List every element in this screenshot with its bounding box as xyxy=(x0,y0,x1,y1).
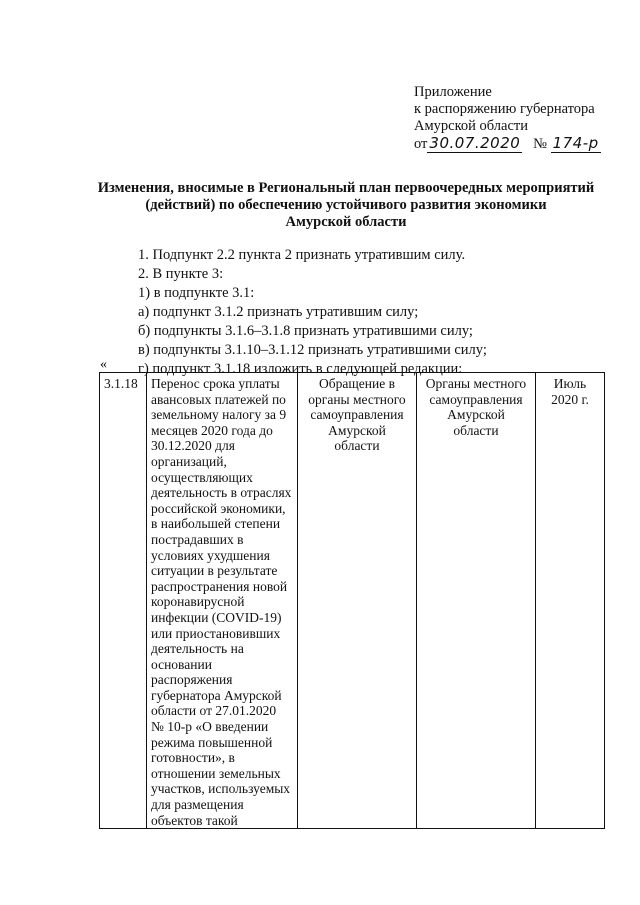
opening-quote: « xyxy=(100,357,107,372)
cell-line: № 10-р «О введении xyxy=(151,719,269,735)
cell-responsible xyxy=(417,373,536,829)
cell-line: Июль xyxy=(553,376,587,391)
cell-line: Органы местного xyxy=(425,376,527,391)
cell-line: самоуправления xyxy=(429,391,523,407)
amendment-list xyxy=(138,246,487,379)
list-item: б) подпункты 3.1.6–3.1.8 признать утратившими силу; xyxy=(138,323,473,339)
cell-line: режима повышенной xyxy=(151,734,273,750)
table-row xyxy=(100,373,605,829)
cell-line: организаций, xyxy=(151,453,227,469)
annex-line-1: Приложение xyxy=(414,84,492,100)
cell-line: земельному налогу за 9 xyxy=(151,407,287,423)
cell-line: области xyxy=(453,422,499,438)
plan-table xyxy=(99,372,605,829)
annex-date-value: 30.07.2020 xyxy=(429,134,521,152)
cell-line: условиях ухудшения xyxy=(151,547,270,563)
cell-line: для размещения xyxy=(151,797,244,813)
cell-line: деятельность в отраслях xyxy=(151,485,292,501)
cell-line: Обращение в xyxy=(319,376,395,391)
cell-line: распоряжения xyxy=(151,672,233,688)
cell-line: в наибольшей степени xyxy=(151,516,281,532)
cell-line: или приостановивших xyxy=(151,625,281,641)
cell-line: губернатора Амурской xyxy=(151,687,282,703)
annex-date-line xyxy=(414,135,601,153)
cell-line: деятельность на xyxy=(151,641,244,657)
cell-action xyxy=(298,373,417,829)
title-line-2: (действий) по обеспечению устойчивого развития экономики xyxy=(145,197,547,213)
cell-line: 2020 г. xyxy=(551,391,589,407)
cell-line: органы местного xyxy=(308,391,406,407)
cell-line: Перенос срока уплаты xyxy=(151,376,280,391)
cell-line: основании xyxy=(151,656,212,672)
annex-date-prefix: от xyxy=(414,136,428,152)
cell-deadline xyxy=(536,373,605,829)
list-item: 1. Подпункт 2.2 пункта 2 признать утратившим силу. xyxy=(138,247,466,263)
cell-line: Амурской xyxy=(328,422,386,438)
title-line-3: Амурской области xyxy=(285,214,407,230)
annex-number-value: 174-р xyxy=(552,134,599,152)
cell-line: Амурской xyxy=(447,407,505,423)
cell-line: инфекции (COVID-19) xyxy=(151,609,282,625)
document-title xyxy=(96,180,596,231)
cell-line: ситуации в результате xyxy=(151,563,278,579)
cell-line: авансовых платежей по xyxy=(151,391,286,407)
cell-line: пострадавших в xyxy=(151,531,244,547)
cell-line: объектов такой xyxy=(151,812,238,828)
annex-number-sign: № xyxy=(533,136,548,152)
title-line-1: Изменения, вносимые в Региональный план первоочередных мероприятий xyxy=(97,180,595,196)
cell-line: российской экономики, xyxy=(151,500,286,516)
list-item: 1) в подпункте 3.1: xyxy=(138,285,255,301)
cell-line: коронавирусной xyxy=(151,594,245,610)
list-item: 2. В пункте 3: xyxy=(138,266,224,282)
cell-line: отношении земельных xyxy=(151,765,281,781)
cell-number: 3.1.18 xyxy=(100,373,147,829)
annex-line-2: к распоряжению губернатора xyxy=(414,101,595,117)
annex-line-3: Амурской области xyxy=(414,118,528,134)
cell-line: самоуправления xyxy=(310,407,404,423)
list-item: в) подпункты 3.1.10–3.1.12 признать утратившими силу; xyxy=(138,342,487,358)
cell-line: области от 27.01.2020 xyxy=(151,703,277,719)
cell-description xyxy=(147,373,298,829)
cell-line: месяцев 2020 года до xyxy=(151,422,273,438)
cell-line: распространения новой xyxy=(151,578,288,594)
list-item: г) подпункт 3.1.18 изложить в следующей редакции: xyxy=(138,361,463,377)
annex-block xyxy=(414,84,601,153)
list-item: а) подпункт 3.1.2 признать утратившим силу; xyxy=(138,304,419,320)
cell-line: области xyxy=(334,438,380,454)
cell-line: готовности», в xyxy=(151,750,235,766)
cell-line: осуществляющих xyxy=(151,469,253,485)
cell-line: участков, используемых xyxy=(151,781,291,797)
cell-line: 30.12.2020 для xyxy=(151,438,235,454)
